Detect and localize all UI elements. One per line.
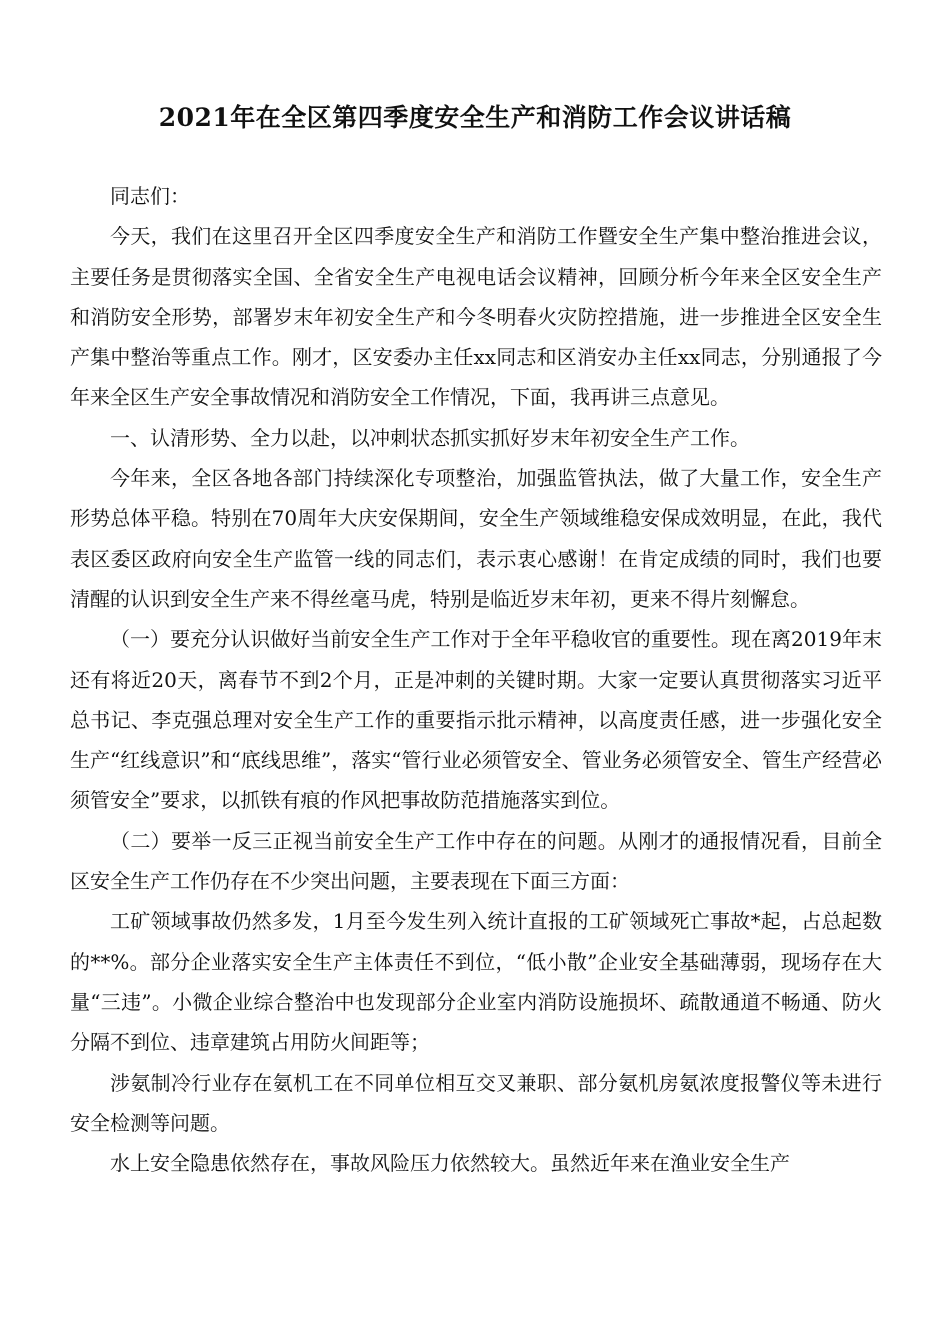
document-body: [70, 176, 882, 1183]
section-one-heading: 一、认清形势、全力以赴，以冲刺状态抓实抓好岁末年初安全生产工作。: [110, 425, 750, 450]
body-paragraph: 工矿领域事故仍然多发，1月至今发生列入统计直报的工矿领域死亡事故*起，占总起数的**%。部分企业落实安全生产主体责任不到位，“低小散”企业安全基础薄弱，现场存在大量“三违”。小微企业综合整治中也发现部分企业室内消防设施损坏、疏散通道不畅通、防火分隔不到位、违章建筑占用防火间距等；: [70, 909, 882, 1055]
opening-paragraph: 今天，我们在这里召开全区四季度安全生产和消防工作暨安全生产集中整治推进会议，主要任务是贯彻落实全国、全省安全生产电视电话会议精神，回顾分析今年来全区安全生产和消防安全形势，部署岁末年初安全生产和今冬明春火灾防控措施，进一步推进全区安全生产集中整治等重点工作。刚才，区安委办主任xx同志和区消安办主任xx同志，分别通报了今年来全区生产安全事故情况和消防安全工作情况，下面，我再讲三点意见。: [70, 224, 882, 410]
salutation-paragraph: 同志们：: [110, 184, 190, 208]
body-paragraph: 水上安全隐患依然存在，事故风险压力依然较大。虽然近年来在渔业安全生产: [110, 1151, 790, 1176]
subsection-one-paragraph: （一）要充分认识做好当前安全生产工作对于全年平稳收官的重要性。现在离2019年末还有将近20天，离春节不到2个月，正是冲刺的关键时期。大家一定要认真贯彻落实习近平总书记、李克强总理对安全生产工作的重要指示批示精神，以高度责任感，进一步强化安全生产“红线意识”和“底线思维”，落实“管行业必须管安全、管业务必须管安全、管生产经营必须管安全”要求，以抓铁有痕的作风把事故防范措施落实到位。: [70, 627, 882, 813]
subsection-two-paragraph: （二）要举一反三正视当前安全生产工作中存在的问题。从刚才的通报情况看，目前全区安全生产工作仍存在不少突出问题，主要表现在下面三方面：: [70, 828, 882, 894]
document-title: 2021年在全区第四季度安全生产和消防工作会议讲话稿: [158, 103, 792, 132]
body-paragraph: 涉氨制冷行业存在氨机工在不同单位相互交叉兼职、部分氨机房氨浓度报警仪等未进行安全检测等问题。: [70, 1070, 882, 1135]
body-paragraph: 今年来，全区各地各部门持续深化专项整治，加强监管执法，做了大量工作，安全生产形势总体平稳。特别在70周年大庆安保期间，安全生产领域维稳安保成效明显，在此，我代表区委区政府向安全生产监管一线的同志们，表示衷心感谢！在肯定成绩的同时，我们也要清醒的认识到安全生产来不得丝毫马虎，特别是临近岁末年初，更来不得片刻懈怠。: [70, 466, 882, 611]
